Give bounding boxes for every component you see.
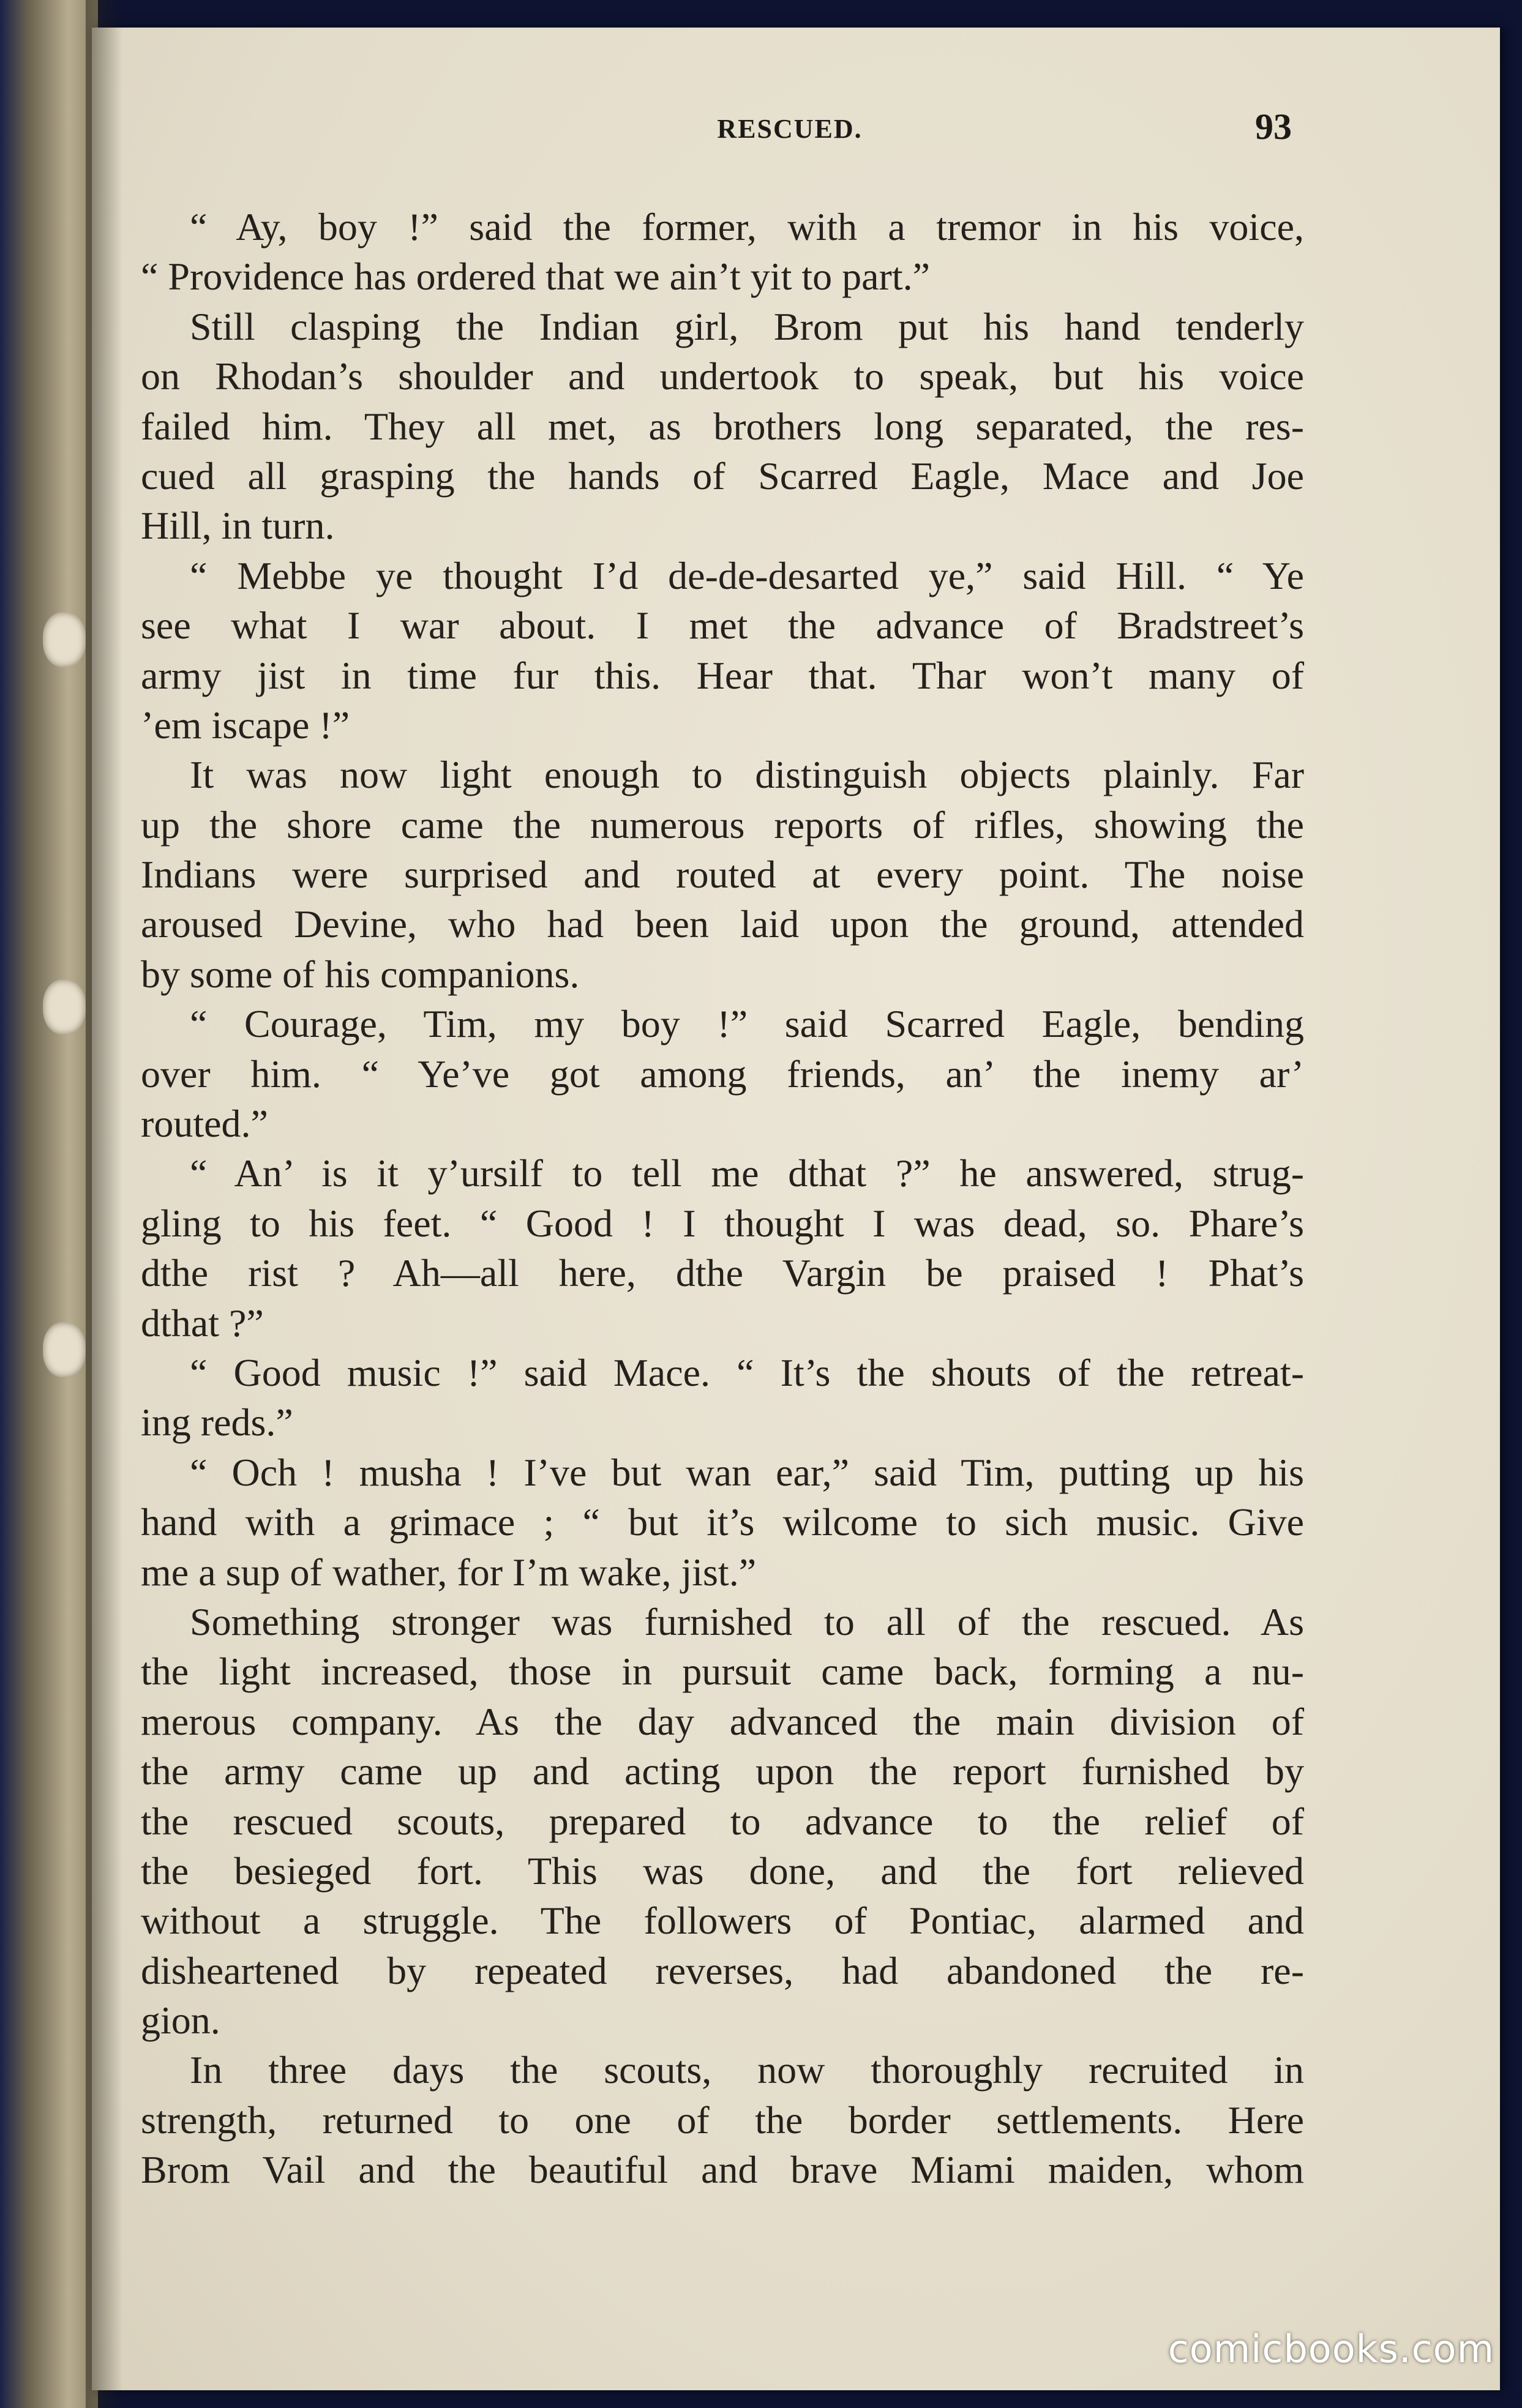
text-line: the army came up and acting upon the report furnished by — [141, 1749, 1304, 1793]
text-line: Indians were surprised and routed at every point. The noise — [141, 853, 1304, 897]
text-line: without a struggle. The followers of Pontiac, alarmed and — [141, 1899, 1304, 1943]
body-text — [141, 202, 1304, 2195]
text-line: Still clasping the Indian girl, Brom put his hand tenderly — [190, 304, 1304, 348]
text-line: Hill, in turn. — [141, 504, 335, 548]
text-line: by some of his companions. — [141, 952, 580, 996]
text-line: up the shore came the numerous reports of rifles, showing the — [141, 802, 1304, 847]
site-watermark: comicbooks.com — [1168, 2327, 1494, 2371]
text-line: the light increased, those in pursuit came back, forming a nu- — [141, 1650, 1304, 1694]
page-header — [147, 107, 1310, 156]
text-line: Something stronger was furnished to all of the rescued. As — [190, 1599, 1304, 1643]
text-line: “ Providence has ordered that we ain’t yit to part.” — [141, 255, 931, 299]
text-line: army jist in time fur this. Hear that. Thar won’t many of — [141, 653, 1304, 697]
text-line: disheartened by repeated reverses, had abandoned the re- — [141, 1948, 1304, 1992]
text-line: In three days the scouts, now thoroughly recruited in — [190, 2048, 1304, 2092]
binding-hole — [43, 979, 86, 1034]
text-line: cued all grasping the hands of Scarred Eagle, Mace and Joe — [141, 454, 1304, 498]
text-line: on Rhodan’s shoulder and undertook to speak, but his voice — [141, 354, 1304, 398]
binding-hole — [43, 612, 86, 667]
page-number: 93 — [1255, 107, 1292, 147]
text-line: aroused Devine, who had been laid upon the ground, attended — [141, 902, 1304, 946]
text-line: “ Good music !” said Mace. “ It’s the shouts of the retreat- — [190, 1350, 1304, 1394]
text-line: It was now light enough to distinguish objects plainly. Far — [190, 753, 1304, 797]
text-line: “ Mebbe ye thought I’d de-de-desarted ye,” said Hill. “ Ye — [190, 553, 1304, 597]
text-line: ’em iscape !” — [141, 703, 350, 747]
text-line: gling to his feet. “ Good ! I thought I was dead, so. Phare’s — [141, 1201, 1304, 1245]
text-line: gion. — [141, 1999, 220, 2043]
text-line: “ Courage, Tim, my boy !” said Scarred Eagle, bending — [190, 1002, 1304, 1046]
text-line: hand with a grimace ; “ but it’s wilcome to sich music. Give — [141, 1500, 1304, 1544]
text-line: routed.” — [141, 1102, 268, 1146]
text-line: “ Och ! musha ! I’ve but wan ear,” said Tim, putting up his — [190, 1450, 1304, 1494]
text-line: Brom Vail and the beautiful and brave Miami maiden, whom — [141, 2148, 1304, 2192]
text-line: strength, returned to one of the border settlements. Here — [141, 2098, 1304, 2142]
text-line: ing reds.” — [141, 1400, 293, 1445]
text-line: over him. “ Ye’ve got among friends, an’ the inemy ar’ — [141, 1052, 1304, 1096]
text-line: see what I war about. I met the advance of Bradstreet’s — [141, 604, 1304, 648]
text-line: dthat ?” — [141, 1301, 264, 1345]
running-head: RESCUED. — [717, 114, 863, 144]
text-line: “ An’ is it y’ursilf to tell me dthat ?” he answered, strug- — [190, 1151, 1304, 1195]
facing-page-edge — [0, 0, 98, 2408]
gutter-shadow — [86, 0, 122, 2408]
text-line: me a sup of wather, for I’m wake, jist.” — [141, 1550, 757, 1594]
text-line: “ Ay, boy !” said the former, with a tremor in his voice, — [190, 205, 1304, 249]
text-line: the besieged fort. This was done, and the fort relieved — [141, 1849, 1304, 1893]
binding-hole — [43, 1322, 86, 1377]
text-line: dthe rist ? Ah—all here, dthe Vargin be praised ! Phat’s — [141, 1251, 1304, 1295]
text-line: failed him. They all met, as brothers long separated, the res- — [141, 404, 1304, 448]
text-line: the rescued scouts, prepared to advance to the relief of — [141, 1799, 1304, 1843]
text-line: merous company. As the day advanced the main division of — [141, 1699, 1304, 1743]
